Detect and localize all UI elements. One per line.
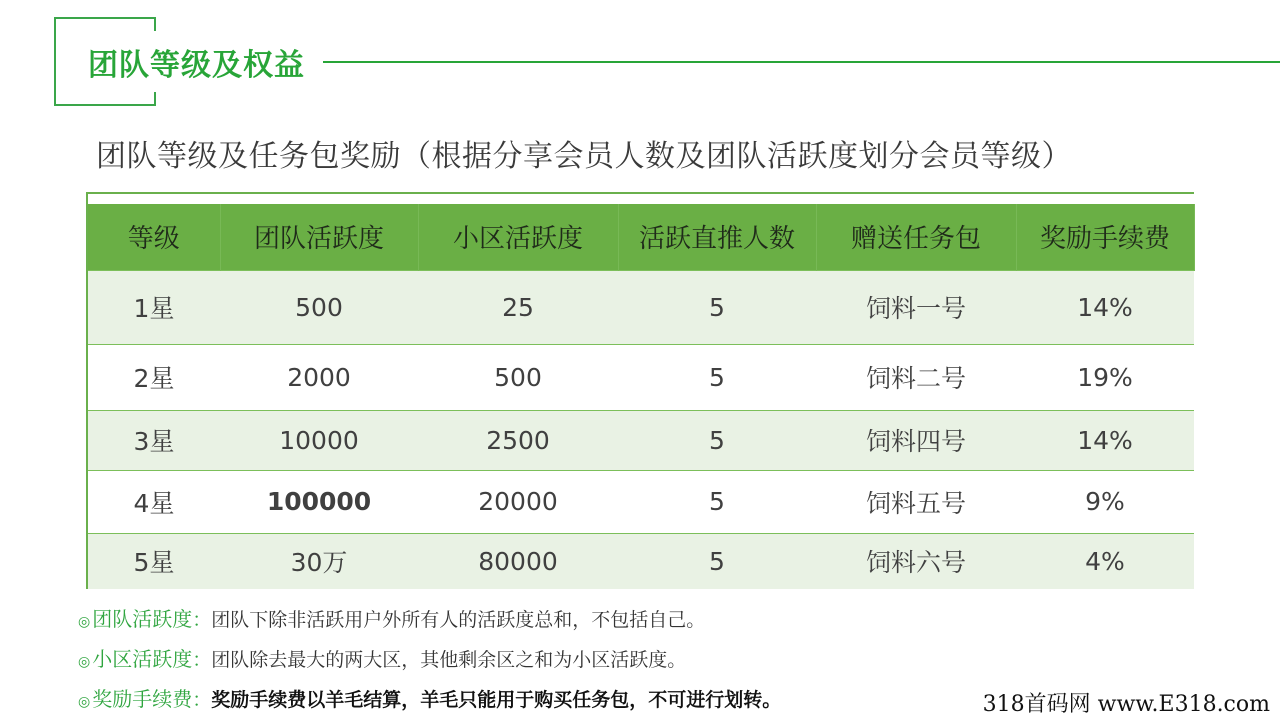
table-cell: 5 bbox=[618, 270, 816, 344]
column-header: 团队活跃度 bbox=[220, 204, 418, 270]
note-reward-fee: ◎ 奖励手续费：奖励手续费以羊毛结算，羊毛只能用于购买任务包，不可进行划转。 bbox=[78, 687, 782, 711]
table-row bbox=[88, 470, 1194, 533]
table-cell: 饲料二号 bbox=[816, 344, 1016, 410]
table-cell: 10000 bbox=[220, 410, 418, 470]
note-text: 团队除去最大的两大区，其他剩余区之和为小区活跃度。 bbox=[211, 649, 687, 671]
page-title: 团队等级及权益 bbox=[88, 40, 311, 84]
column-header: 等级 bbox=[88, 204, 220, 270]
table-cell: 14% bbox=[1016, 410, 1194, 470]
table-cell: 5 bbox=[618, 470, 816, 533]
table-cell: 5星 bbox=[88, 533, 220, 589]
note-term: 团队活跃度 bbox=[92, 607, 193, 631]
table-cell: 饲料一号 bbox=[816, 270, 1016, 344]
note-term: 小区活跃度 bbox=[92, 647, 193, 671]
table-cell: 2000 bbox=[220, 344, 418, 410]
table-cell: 30万 bbox=[220, 533, 418, 589]
table-header-row bbox=[88, 204, 1194, 270]
table-cell: 饲料四号 bbox=[816, 410, 1016, 470]
bullet-icon: ◎ bbox=[78, 614, 91, 630]
table-cell: 1星 bbox=[88, 270, 220, 344]
column-header: 赠送任务包 bbox=[816, 204, 1016, 270]
table-cell: 80000 bbox=[418, 533, 618, 589]
table-subtitle: 团队等级及任务包奖励（根据分享会员人数及团队活跃度划分会员等级） bbox=[96, 139, 1072, 174]
table-cell: 2星 bbox=[88, 344, 220, 410]
table-cell: 500 bbox=[418, 344, 618, 410]
table-row bbox=[88, 533, 1194, 589]
column-header: 小区活跃度 bbox=[418, 204, 618, 270]
table-cell: 5 bbox=[618, 410, 816, 470]
column-header: 活跃直推人数 bbox=[618, 204, 816, 270]
table-row bbox=[88, 344, 1194, 410]
table-cell: 饲料六号 bbox=[816, 533, 1016, 589]
table-cell: 19% bbox=[1016, 344, 1194, 410]
table-cell: 4星 bbox=[88, 470, 220, 533]
site-watermark: 318首码网 www.E318.com bbox=[981, 687, 1272, 718]
table-cell: 3星 bbox=[88, 410, 220, 470]
table-row bbox=[88, 270, 1194, 344]
table-cell: 2500 bbox=[418, 410, 618, 470]
note-team-activity: ◎ 团队活跃度：团队下除非活跃用户外所有人的活跃度总和，不包括自己。 bbox=[78, 607, 706, 631]
title-divider bbox=[323, 61, 1280, 63]
table-cell: 4% bbox=[1016, 533, 1194, 589]
level-table bbox=[88, 204, 1195, 589]
level-table-frame bbox=[86, 192, 1194, 589]
table-cell: 9% bbox=[1016, 470, 1194, 533]
table-cell: 500 bbox=[220, 270, 418, 344]
table-cell: 25 bbox=[418, 270, 618, 344]
bullet-icon: ◎ bbox=[78, 654, 91, 670]
table-cell: 5 bbox=[618, 344, 816, 410]
bullet-icon: ◎ bbox=[78, 694, 91, 710]
table-cell: 100000 bbox=[220, 470, 418, 533]
note-term: 奖励手续费 bbox=[92, 687, 193, 711]
column-header: 奖励手续费 bbox=[1016, 204, 1194, 270]
table-cell: 20000 bbox=[418, 470, 618, 533]
table-row bbox=[88, 410, 1194, 470]
table-cell: 5 bbox=[618, 533, 816, 589]
table-cell: 14% bbox=[1016, 270, 1194, 344]
note-text: 团队下除非活跃用户外所有人的活跃度总和，不包括自己。 bbox=[211, 609, 706, 631]
table-cell: 饲料五号 bbox=[816, 470, 1016, 533]
note-text: 奖励手续费以羊毛结算，羊毛只能用于购买任务包，不可进行划转。 bbox=[211, 689, 782, 711]
note-area-activity: ◎ 小区活跃度：团队除去最大的两大区，其他剩余区之和为小区活跃度。 bbox=[78, 647, 687, 671]
